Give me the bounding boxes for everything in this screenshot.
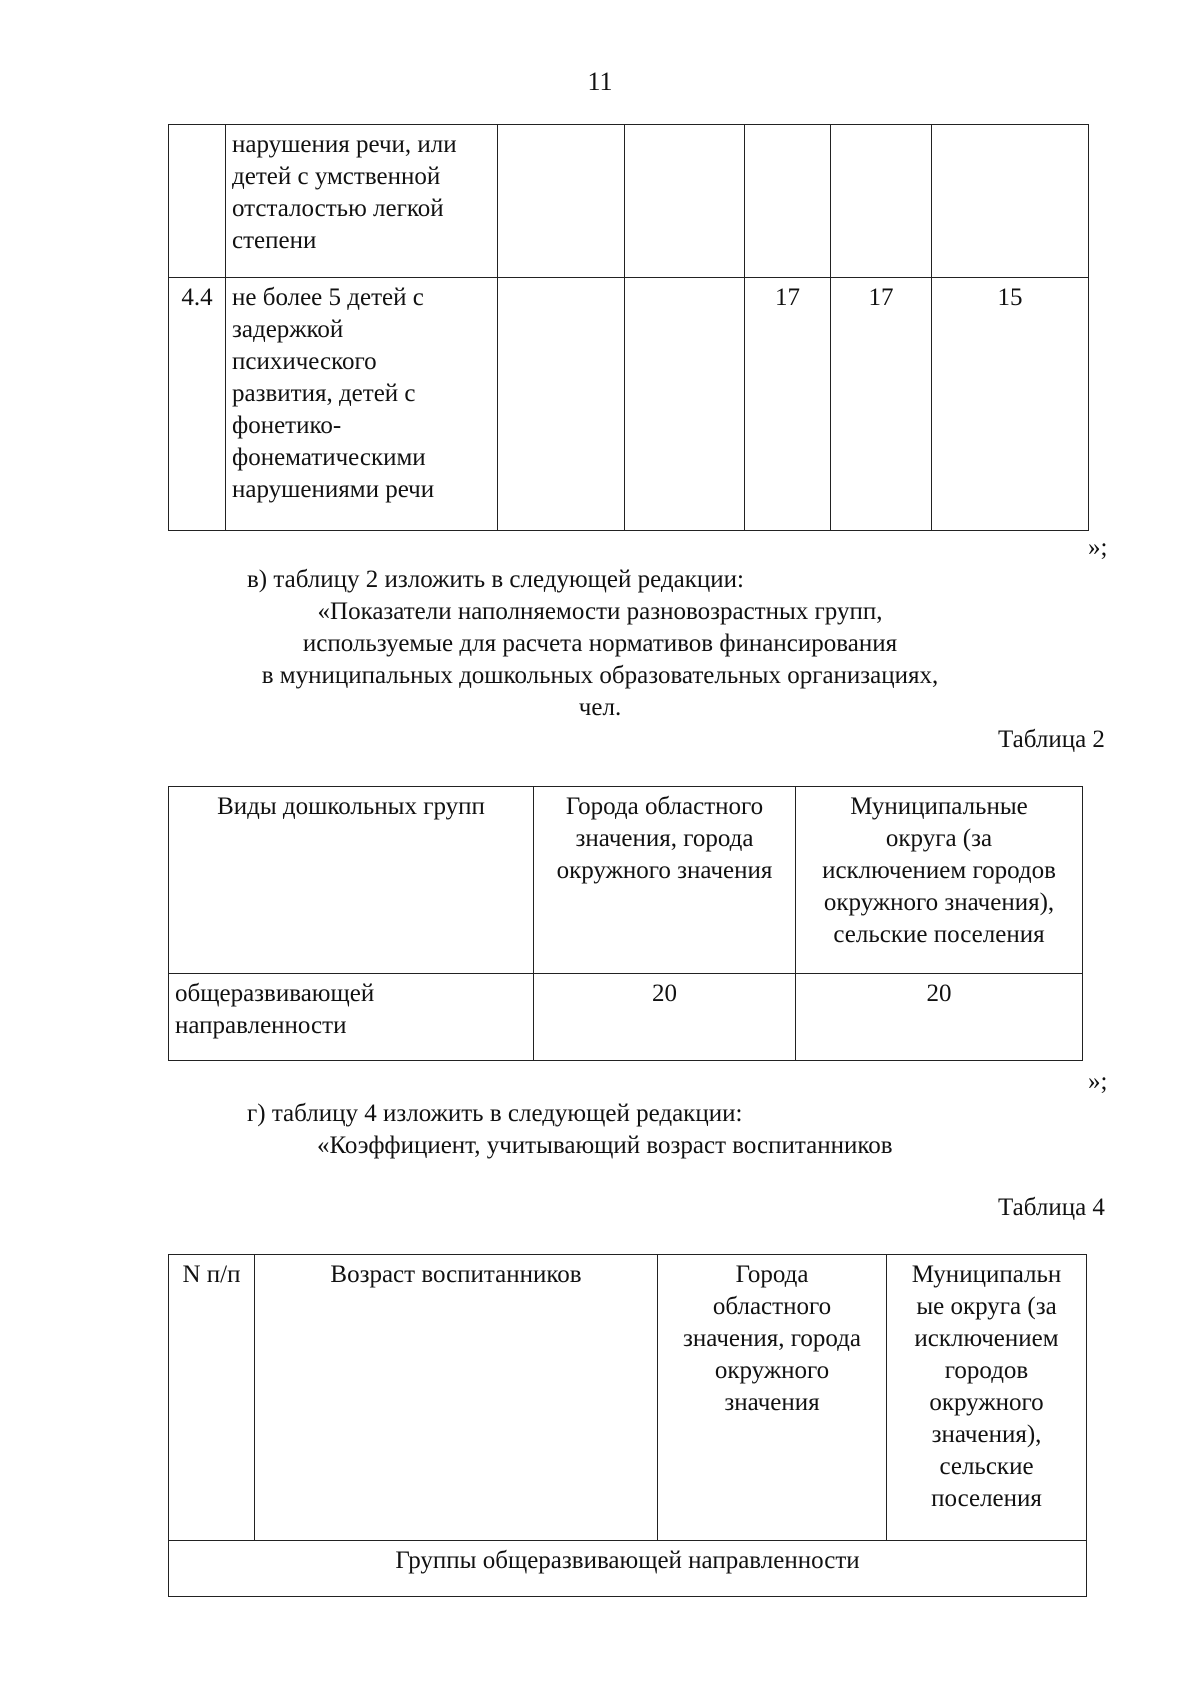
column-header: Виды дошкольных групп <box>169 787 534 974</box>
column-header: Муниципальн ые округа (за исключением городов окружного значения), сельские поселения <box>887 1255 1087 1541</box>
value-cell: 15 <box>932 278 1089 531</box>
table-header-row <box>169 1255 1087 1541</box>
column-header: Муниципальные округа (за исключением городов окружного значения), сельские поселения <box>796 787 1083 974</box>
table-row <box>169 125 1089 278</box>
table-2-label: Таблица 2 <box>998 726 1105 753</box>
value-cell: 20 <box>534 974 796 1061</box>
row-description-cell: нарушения речи, или детей с умственной отсталостью легкой степени <box>226 125 498 278</box>
value-cell: 17 <box>831 278 932 531</box>
value-cell <box>625 278 745 531</box>
value-cell: 17 <box>745 278 831 531</box>
column-header: N п/п <box>169 1255 255 1541</box>
table-row <box>169 278 1089 531</box>
table-group-row <box>169 1541 1087 1597</box>
column-header: Города областного значения, города окружного значения <box>658 1255 887 1541</box>
table-4-label: Таблица 4 <box>998 1194 1105 1221</box>
row-description-cell: не более 5 детей с задержкой психического развития, детей с фонетико- фонематическими нарушениями речи <box>226 278 498 531</box>
column-header: Возраст воспитанников <box>255 1255 658 1541</box>
value-cell <box>498 278 625 531</box>
section-v-title: «Показатели наполняемости разновозрастных групп, <box>317 598 883 625</box>
table-1-continuation <box>168 124 1089 531</box>
group-heading-cell: Группы общеразвивающей направленности <box>169 1541 1087 1597</box>
section-v-title: в муниципальных дошкольных образовательных организациях, <box>261 662 939 689</box>
section-v-title: используемые для расчета нормативов финансирования <box>302 630 898 657</box>
table-2 <box>168 786 1083 1061</box>
value-cell: 20 <box>796 974 1083 1061</box>
section-g-intro: г) таблицу 4 изложить в следующей редакции: <box>247 1100 743 1127</box>
group-type-cell: общеразвивающей направленности <box>169 974 534 1061</box>
table-header-row <box>169 787 1083 974</box>
table-4 <box>168 1254 1087 1597</box>
section-v-title: чел. <box>578 694 622 721</box>
value-cell <box>932 125 1089 278</box>
row-number-cell <box>169 125 226 278</box>
closing-quote: »; <box>1088 1068 1108 1095</box>
page-number: 11 <box>587 67 613 96</box>
column-header: Города областного значения, города окружного значения <box>534 787 796 974</box>
closing-quote: »; <box>1088 534 1108 561</box>
value-cell <box>625 125 745 278</box>
table-row <box>169 974 1083 1061</box>
value-cell <box>498 125 625 278</box>
value-cell <box>745 125 831 278</box>
section-g-title: «Коэффициент, учитывающий возраст воспитанников <box>317 1132 893 1159</box>
value-cell <box>831 125 932 278</box>
section-v-intro: в) таблицу 2 изложить в следующей редакции: <box>247 566 744 593</box>
row-number-cell: 4.4 <box>169 278 226 531</box>
